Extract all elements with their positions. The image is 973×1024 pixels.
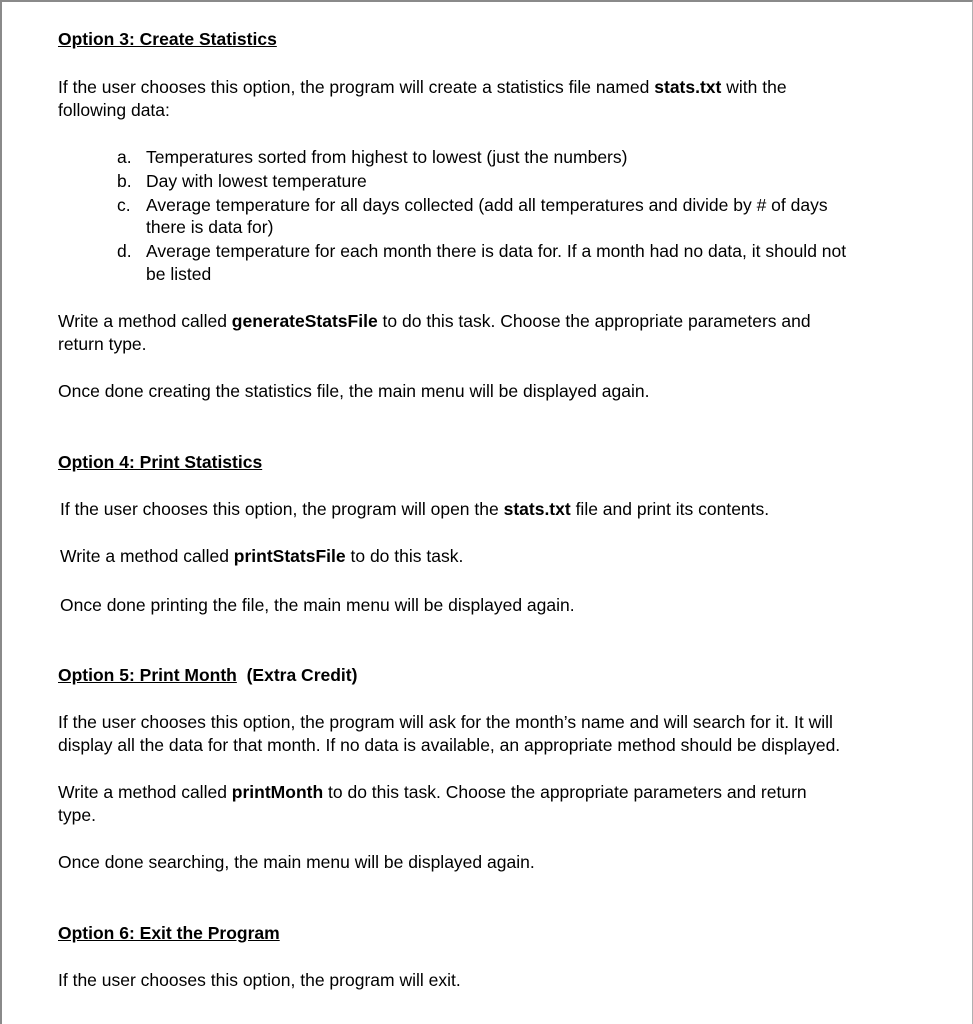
option4-method-text: Write a method called: [60, 546, 234, 566]
option5-intro-line2: display all the data for that month. If no data is available, an appropriate method should be displayed.: [58, 735, 841, 755]
option3-method-text-end: to do this task. Choose the appropriate parameters and: [377, 311, 811, 331]
option4-heading: Option 4: Print Statistics: [58, 452, 263, 472]
option4-done: Once done printing the file, the main menu will be displayed again.: [60, 595, 575, 615]
list-marker-d: d.: [117, 241, 132, 261]
print-month-method-name: printMonth: [231, 782, 324, 802]
option6-intro: If the user chooses this option, the program will exit.: [58, 970, 461, 990]
option4-intro-text: If the user chooses this option, the program will open the: [60, 499, 504, 519]
option4-method: [60, 545, 463, 568]
option3-intro-line2: following data:: [58, 100, 170, 120]
option3-method-line1: [58, 310, 811, 333]
option6-heading: Option 6: Exit the Program: [58, 923, 280, 943]
list-item-d-line2: be listed: [146, 264, 212, 284]
option5-heading-line: [58, 664, 357, 687]
list-marker-c: c.: [117, 195, 131, 215]
list-marker-a: a.: [117, 147, 132, 167]
extra-credit-label: (Extra Credit): [246, 665, 358, 685]
stats-filename-2: stats.txt: [503, 499, 571, 519]
option3-intro-line1: [58, 76, 787, 99]
option5-done: Once done searching, the main menu will be displayed again.: [58, 852, 535, 872]
option4-method-text-end: to do this task.: [345, 546, 464, 566]
option3-method-line2: return type.: [58, 334, 147, 354]
option3-heading: Option 3: Create Statistics: [58, 29, 277, 49]
stats-filename: stats.txt: [654, 77, 722, 97]
list-item-c-line1: Average temperature for all days collected (add all temperatures and divide by # of days: [146, 195, 828, 215]
option3-method-text: Write a method called: [58, 311, 232, 331]
list-item-b: Day with lowest temperature: [146, 171, 367, 191]
option5-heading: Option 5: Print Month: [58, 665, 237, 685]
option5-method-line1: [58, 781, 807, 804]
list-item-c-line2: there is data for): [146, 217, 274, 237]
print-stats-method-name: printStatsFile: [233, 546, 346, 566]
option4-intro-text-end: file and print its contents.: [570, 499, 770, 519]
list-item-d-line1: Average temperature for each month there is data for. If a month had no data, it should not: [146, 241, 847, 261]
option5-method-line2: type.: [58, 805, 96, 825]
option3-done: Once done creating the statistics file, the main menu will be displayed again.: [58, 381, 650, 401]
list-marker-b: b.: [117, 171, 132, 191]
list-item-a: Temperatures sorted from highest to lowest (just the numbers): [146, 147, 628, 167]
option5-method-text-end: to do this task. Choose the appropriate parameters and return: [323, 782, 807, 802]
generate-stats-method-name: generateStatsFile: [231, 311, 378, 331]
option5-method-text: Write a method called: [58, 782, 232, 802]
option3-intro-text-end: with the: [721, 77, 787, 97]
option4-intro: [60, 498, 769, 521]
option3-intro-text: If the user chooses this option, the program will create a statistics file named: [58, 77, 655, 97]
option5-intro-line1: If the user chooses this option, the program will ask for the month’s name and will search for it. It will: [58, 712, 833, 732]
